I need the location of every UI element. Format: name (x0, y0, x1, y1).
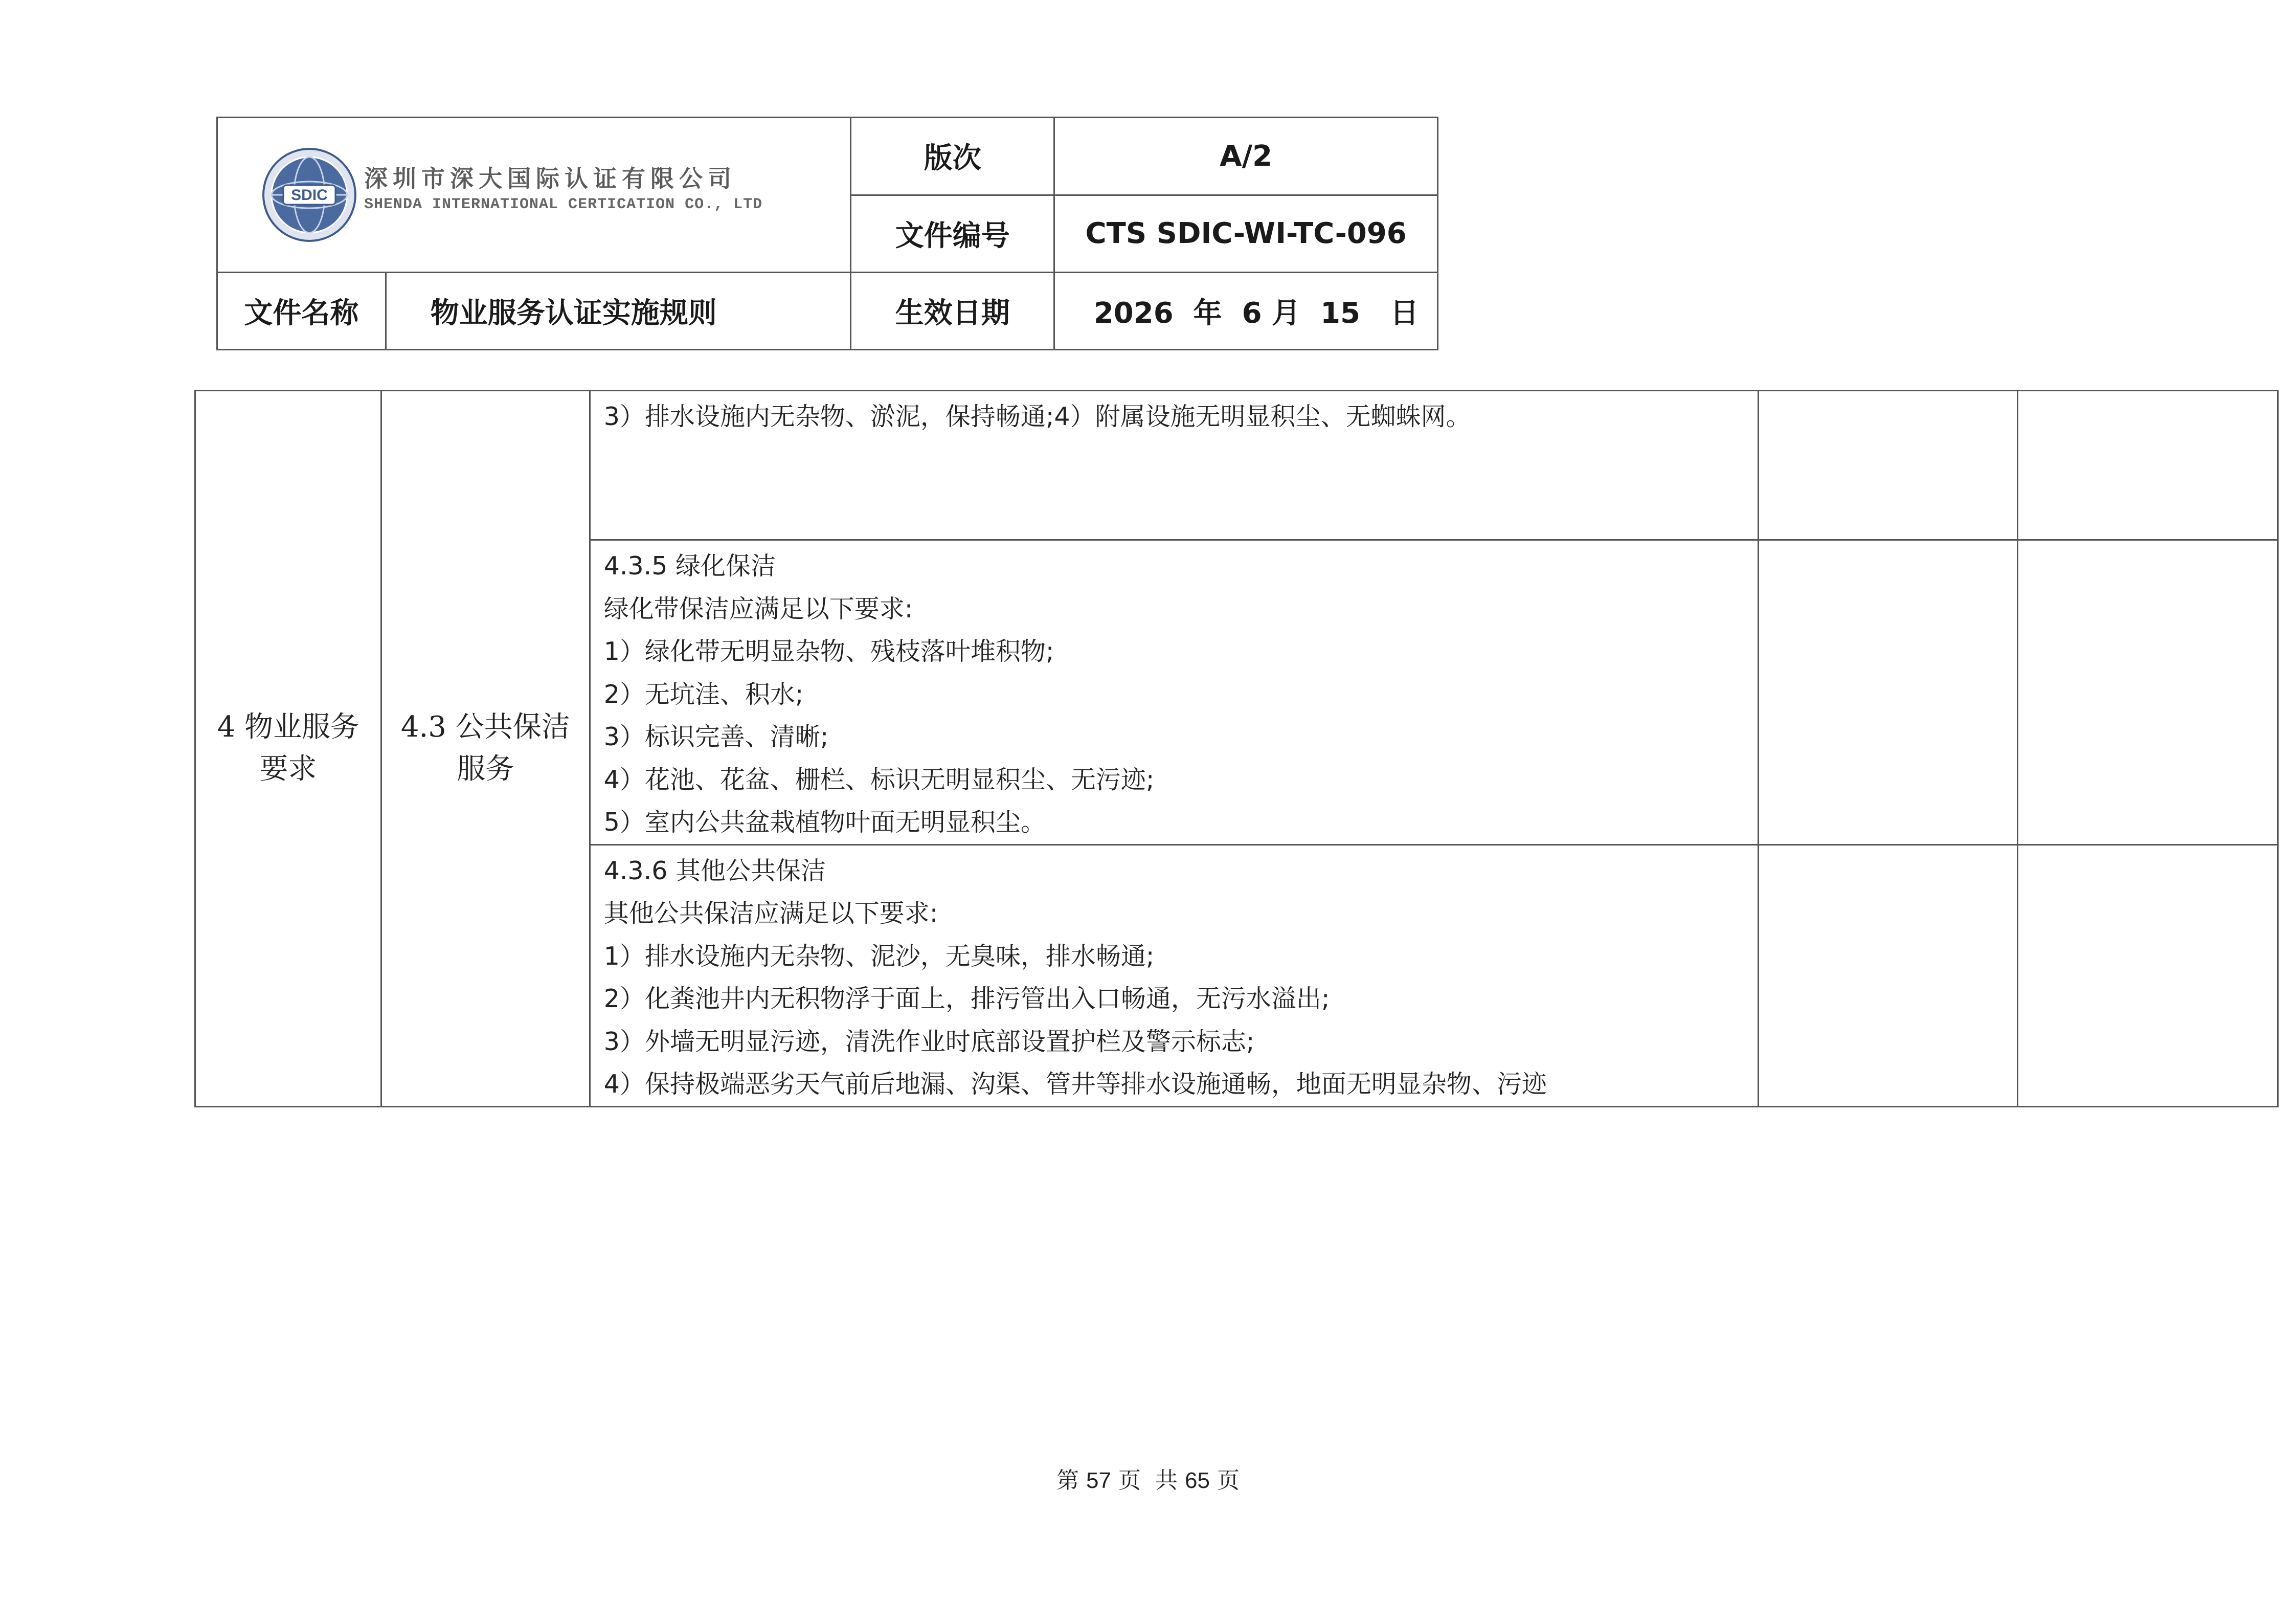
requirement-line: 3）标识完善、清晰; (603, 722, 829, 751)
blank-cell (1758, 540, 2017, 845)
blank-cell (1758, 844, 2017, 1106)
blank-cell (2017, 540, 2278, 845)
subcategory-line: 服务 (457, 752, 514, 786)
requirement-line: 绿化带保洁应满足以下要求: (603, 594, 913, 624)
effective-date-value: 2026 年 6 月 15 日 (1054, 273, 1438, 350)
version-label: 版次 (851, 118, 1054, 195)
requirement-line: 4）保持极端恶劣天气前后地漏、沟渠、管井等排水设施通畅，地面无明显杂物、污迹 (603, 1070, 1547, 1099)
page-footer (0, 1462, 2296, 1495)
requirement-line: 5）室内公共盆栽植物叶面无明显积尘。 (603, 808, 1046, 837)
doc-name-value: 物业服务认证实施规则 (386, 273, 850, 350)
blank-cell (2017, 391, 2278, 540)
requirement-cell (590, 540, 1758, 845)
requirement-line: 4.3.5 绿化保洁 (603, 551, 776, 581)
subcategory-cell (381, 391, 590, 1107)
requirement-line: 3）排水设施内无杂物、淤泥，保持畅通;4）附属设施无明显积尘、无蜘蛛网。 (603, 402, 1471, 431)
subcategory-line: 4.3 公共保洁 (400, 710, 570, 744)
requirements-table (194, 390, 2279, 1107)
sdic-logo-icon (262, 147, 357, 242)
effective-date-label: 生效日期 (851, 273, 1054, 350)
requirement-line: 4）花池、花盆、栅栏、标识无明显积尘、无污迹; (603, 765, 1155, 794)
doc-no-value: CTS SDIC-WI-TC-096 (1054, 195, 1438, 273)
blank-cell (1758, 391, 2017, 540)
category-line: 要求 (259, 752, 317, 786)
requirement-line: 4.3.6 其他公共保洁 (603, 856, 826, 885)
document-header (216, 117, 1438, 350)
category-line: 4 物业服务 (217, 710, 359, 744)
blank-cell (2017, 844, 2278, 1106)
footer-suffix: 页 (1217, 1467, 1240, 1494)
requirement-line: 1）绿化带无明显杂物、残枝落叶堆积物; (603, 637, 1054, 666)
footer-mid: 页 共 (1118, 1467, 1178, 1494)
requirement-line: 2）化粪池井内无积物浮于面上，排污管出入口畅通，无污水溢出; (603, 984, 1330, 1013)
total-page-number: 65 (1184, 1468, 1210, 1493)
requirement-line: 其他公共保洁应满足以下要求: (603, 899, 938, 928)
current-page-number: 57 (1086, 1468, 1111, 1493)
requirement-line: 2）无坑洼、积水; (603, 679, 804, 709)
requirement-cell (590, 391, 1758, 540)
logo-text: SDIC (291, 187, 328, 204)
company-logo-cell (217, 118, 851, 273)
category-cell (195, 391, 381, 1107)
requirement-line: 3）外墙无明显污迹，清洗作业时底部设置护栏及警示标志; (603, 1027, 1255, 1056)
company-name-cn: 深圳市深大国际认证有限公司 (364, 165, 736, 192)
requirement-line: 1）排水设施内无杂物、泥沙，无臭味，排水畅通; (603, 941, 1155, 971)
doc-no-label: 文件编号 (851, 195, 1054, 273)
doc-name-label: 文件名称 (217, 273, 386, 350)
footer-prefix: 第 (1056, 1467, 1079, 1494)
version-value: A/2 (1054, 118, 1438, 195)
requirement-cell (590, 844, 1758, 1106)
company-name-en: SHENDA INTERNATIONAL CERTICATION CO., LTD (364, 196, 763, 213)
